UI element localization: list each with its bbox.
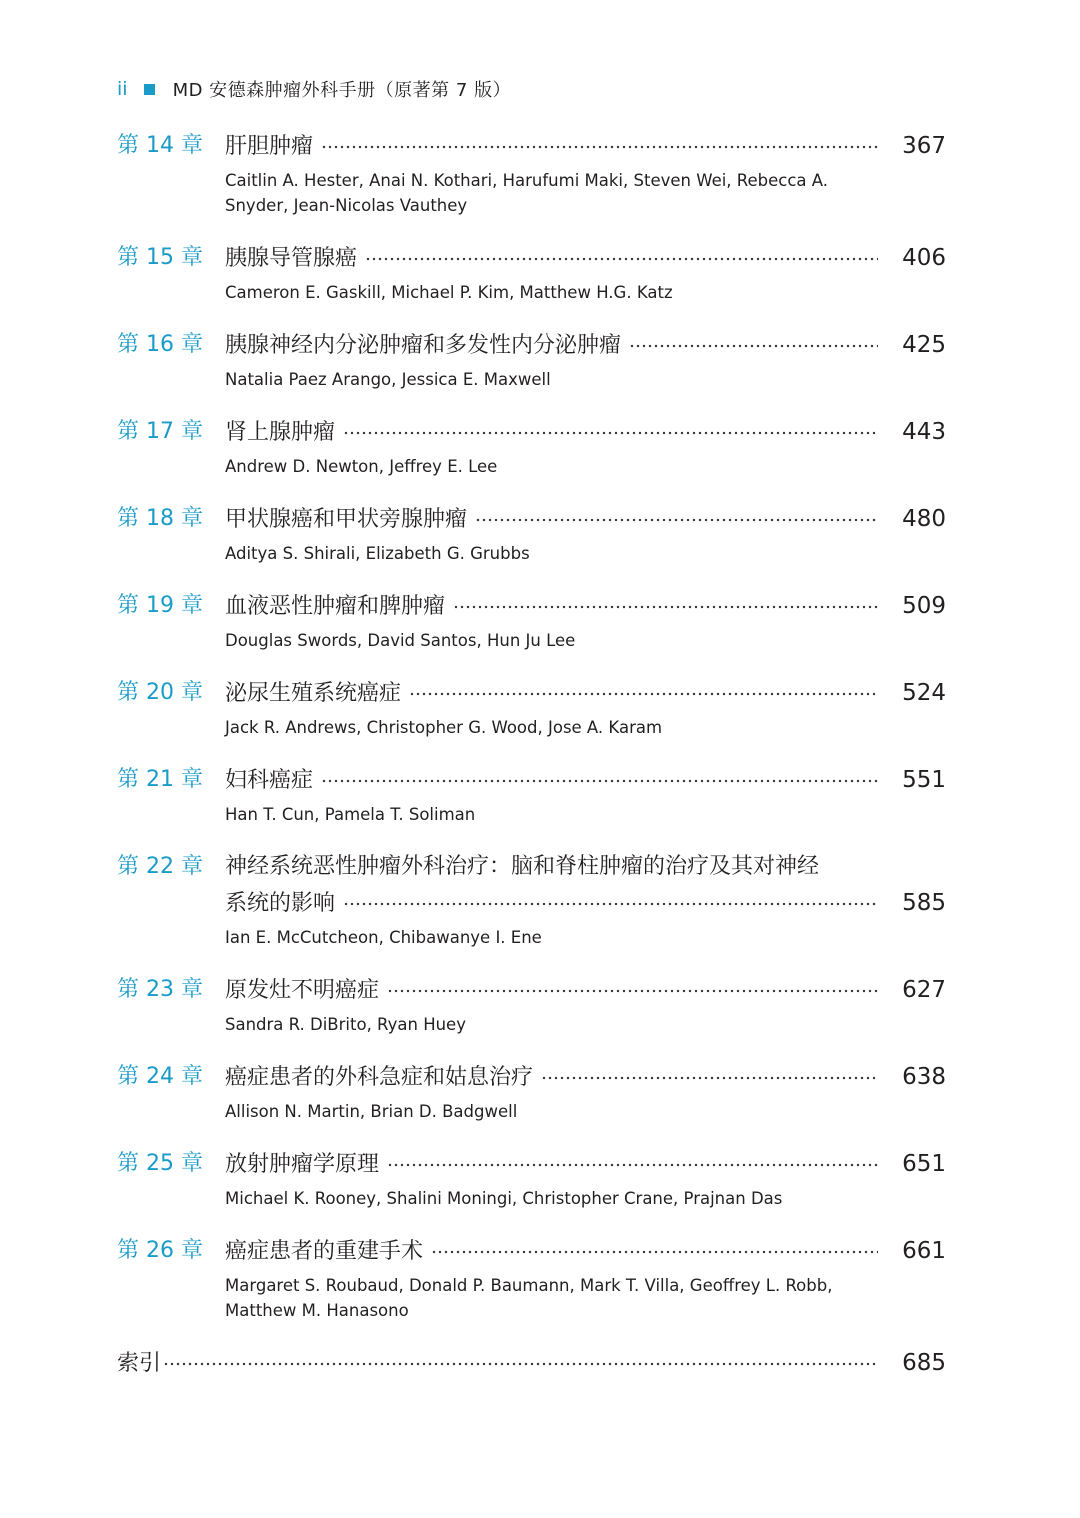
page-ref: 425: [902, 332, 946, 358]
chapter-title: 胰腺神经内分泌肿瘤和多发性内分泌肿瘤: [225, 333, 622, 358]
chapter-title: 甲状腺癌和甲状旁腺肿瘤: [225, 507, 468, 532]
chapter-title-line-1: 神经系统恶性肿瘤外科治疗：脑和脊柱肿瘤的治疗及其对神经: [225, 854, 820, 879]
page-ref: 480: [902, 506, 946, 532]
chapter-title: 癌症患者的重建手术: [225, 1239, 424, 1264]
chapter-title: 胰腺导管腺癌: [225, 246, 358, 271]
chapter-title: 血液恶性肿瘤和脾肿瘤: [225, 594, 446, 619]
chapter-authors: Caitlin A. Hester, Anai N. Kothari, Harufumi Maki, Steven Wei, Rebecca A. Snyder, Jean-Nicolas Vauthey: [225, 171, 829, 215]
toc-entry-chapter-25[interactable]: [117, 1146, 945, 1211]
chapter-title: 癌症患者的外科急症和姑息治疗: [225, 1065, 534, 1090]
book-title: MD 安德森肿瘤外科手册（原著第 7 版）: [172, 80, 512, 101]
chapter-number: 第 26 章: [117, 1238, 203, 1263]
dot-leader: [629, 344, 878, 348]
chapter-number: 第 21 章: [117, 767, 203, 792]
chapter-number: 第 22 章: [117, 854, 203, 879]
chapter-number: 第 23 章: [117, 977, 203, 1002]
toc-entry-chapter-24[interactable]: [117, 1059, 945, 1124]
chapter-number: 第 24 章: [117, 1064, 203, 1089]
chapter-title: 泌尿生殖系统癌症: [225, 681, 402, 706]
toc-entry-chapter-19[interactable]: [117, 588, 945, 653]
chapter-title: 肝胆肿瘤: [225, 134, 314, 159]
index-title: 索引: [117, 1351, 162, 1376]
chapter-number: 第 20 章: [117, 680, 203, 705]
toc-entry-chapter-16[interactable]: [117, 327, 945, 392]
chapter-title: 原发灶不明癌症: [225, 978, 380, 1003]
toc-entry-chapter-18[interactable]: [117, 501, 945, 566]
dot-leader: [453, 605, 878, 609]
dot-leader: [541, 1076, 878, 1080]
dot-leader: [365, 257, 878, 261]
page-ref: 651: [902, 1151, 946, 1177]
chapter-authors: Ian E. McCutcheon, Chibawanye I. Ene: [225, 928, 542, 947]
chapter-title: 肾上腺肿瘤: [225, 420, 336, 445]
dot-leader: [321, 779, 878, 783]
chapter-title: 妇科癌症: [225, 768, 314, 793]
page-ref: 685: [902, 1350, 946, 1376]
toc-entry-chapter-17[interactable]: [117, 414, 945, 479]
page-ref: 406: [902, 245, 946, 271]
page-ref: 443: [902, 419, 946, 445]
chapter-number: 第 16 章: [117, 332, 203, 357]
chapter-number: 第 25 章: [117, 1151, 203, 1176]
chapter-number: 第 18 章: [117, 506, 203, 531]
dot-leader: [387, 989, 878, 993]
dot-leader: [321, 145, 878, 149]
toc-entry-chapter-14[interactable]: [117, 128, 945, 218]
chapter-authors: Margaret S. Roubaud, Donald P. Baumann, Mark T. Villa, Geoffrey L. Robb, Matthew M. Hanasono: [225, 1276, 833, 1320]
page-ref: 627: [902, 977, 946, 1003]
chapter-title-line-2: 系统的影响: [225, 891, 336, 916]
chapter-authors: Allison N. Martin, Brian D. Badgwell: [225, 1102, 518, 1121]
dot-leader: [409, 692, 878, 696]
page-ref: 638: [902, 1064, 946, 1090]
dot-leader: [343, 902, 878, 906]
dot-leader: [475, 518, 878, 522]
chapter-authors: Andrew D. Newton, Jeffrey E. Lee: [225, 457, 498, 476]
chapter-number: 第 17 章: [117, 419, 203, 444]
toc-entry-chapter-22[interactable]: [117, 849, 945, 950]
page-ref: 524: [902, 680, 946, 706]
chapter-authors: Aditya S. Shirali, Elizabeth G. Grubbs: [225, 544, 530, 563]
chapter-authors: Michael K. Rooney, Shalini Moningi, Christopher Crane, Prajnan Das: [225, 1189, 783, 1208]
chapter-number: 第 19 章: [117, 593, 203, 618]
page-ref: 661: [902, 1238, 946, 1264]
dot-leader: [431, 1250, 878, 1254]
chapter-number: 第 15 章: [117, 245, 203, 270]
page-ref: 551: [902, 767, 946, 793]
chapter-authors: Han T. Cun, Pamela T. Soliman: [225, 805, 476, 824]
page-number: ii: [117, 78, 128, 100]
page-ref: 585: [902, 890, 946, 916]
chapter-authors: Cameron E. Gaskill, Michael P. Kim, Matthew H.G. Katz: [225, 283, 673, 302]
dot-leader: [163, 1362, 878, 1366]
toc-entry-chapter-20[interactable]: [117, 675, 945, 740]
dot-leader: [343, 431, 878, 435]
toc-entry-chapter-26[interactable]: [117, 1233, 945, 1323]
dot-leader: [387, 1163, 878, 1167]
running-header: [117, 74, 511, 104]
chapter-authors: Sandra R. DiBrito, Ryan Huey: [225, 1015, 466, 1034]
page-ref: 367: [902, 133, 946, 159]
chapter-authors: Douglas Swords, David Santos, Hun Ju Lee: [225, 631, 576, 650]
chapter-authors: Jack R. Andrews, Christopher G. Wood, Jose A. Karam: [225, 718, 663, 737]
toc-entry-chapter-15[interactable]: [117, 240, 945, 305]
chapter-authors: Natalia Paez Arango, Jessica E. Maxwell: [225, 370, 551, 389]
toc-entry-index[interactable]: [117, 1345, 945, 1382]
toc-entry-chapter-23[interactable]: [117, 972, 945, 1037]
table-of-contents: [117, 128, 945, 1382]
square-bullet-icon: [144, 84, 155, 95]
page-ref: 509: [902, 593, 946, 619]
chapter-title: 放射肿瘤学原理: [225, 1152, 380, 1177]
chapter-number: 第 14 章: [117, 133, 203, 158]
toc-entry-chapter-21[interactable]: [117, 762, 945, 827]
